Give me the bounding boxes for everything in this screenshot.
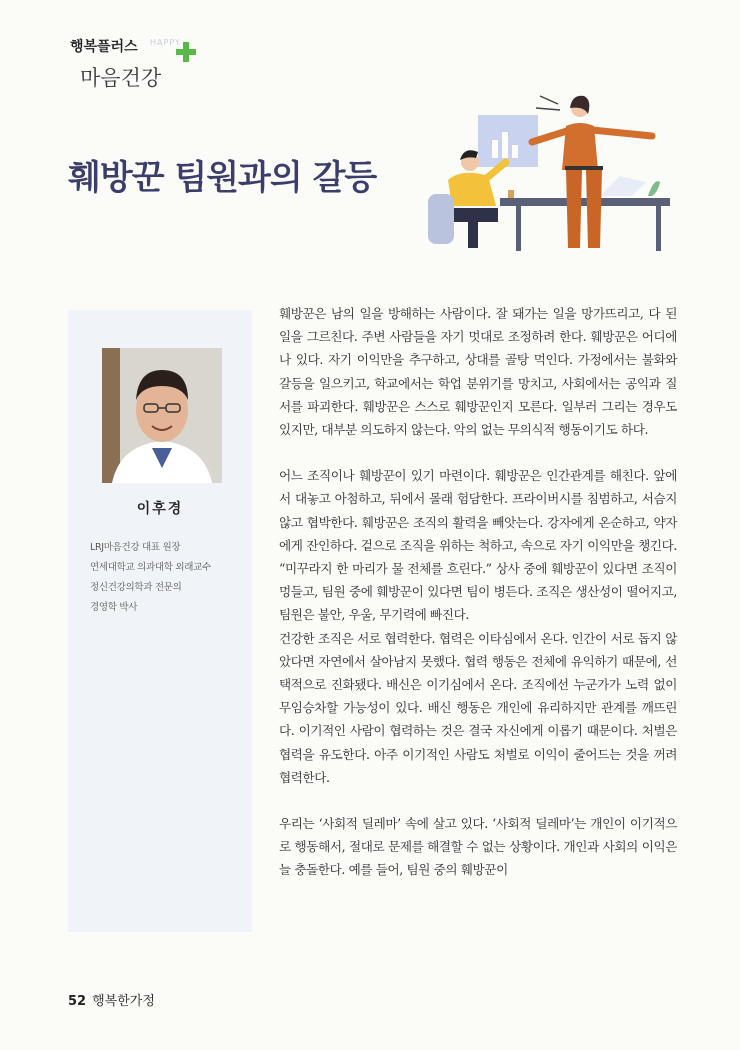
series-label: 행복플러스 bbox=[70, 39, 138, 55]
article-title: 훼방꾼 팀원과의 갈등 bbox=[68, 158, 377, 198]
paragraph: 우리는 ‘사회적 딜레마’ 속에 살고 있다. ‘사회적 딜레마’는 개인이 이기적으로 행동해서, 절대로 문제를 해결할 수 없는 상황이다. 개인과 사회의 이익은 늘 충돌한다. 예를 들어, 팀원 중의 훼방꾼이 bbox=[279, 816, 677, 878]
article-body bbox=[279, 302, 677, 882]
magazine-name: 행복한가정 bbox=[92, 994, 155, 1009]
author-credentials bbox=[90, 538, 250, 618]
meeting-illustration bbox=[420, 90, 680, 255]
plus-icon bbox=[176, 42, 196, 62]
credential-item: 경영학 박사 bbox=[90, 602, 138, 613]
paragraph: 어느 조직이나 훼방꾼이 있기 마련이다. 훼방꾼은 인간관계를 해친다. 앞에서 대놓고 아첨하고, 뒤에서 몰래 험담한다. 프라이버시를 침범하고, 서슴지 않고 협박한다. 훼방꾼은 조직의 활력을 빼앗는다. 강자에게 온순하고, 약자에게 잔인하다. 겉으로 조직을 위하는 척하고, 속으로 자기 이익만을 챙긴다. “미꾸라지 한 마리가 물 전체를 흐린다.” 상사 중에 훼방꾼이 있다면 조직이 멍들고, 팀원 중에 훼방꾼이 있다면 팀이 병든다. 조직은 생산성이 떨어지고, 팀원은 불안, 우울, 무기력에 빠진다. bbox=[279, 468, 677, 623]
page-footer bbox=[68, 990, 155, 1009]
credential-item: 연세대학교 의과대학 외래교수 bbox=[90, 562, 211, 573]
author-photo bbox=[102, 348, 222, 483]
page-number: 52 bbox=[68, 994, 87, 1009]
credential-item: 정신건강의학과 전문의 bbox=[90, 582, 182, 593]
paragraph: 건강한 조직은 서로 협력한다. 협력은 이타심에서 온다. 인간이 서로 돕지 않았다면 자연에서 살아남지 못했다. 협력 행동은 전체에 유익하기 때문에, 선택적으로 진화됐다. 배신은 이기심에서 온다. 조직에선 누군가가 노력 없이 무임승차할 가능성이 있다. 배신 행동은 개인에 유리하지만 관계를 깨뜨린다. 이기적인 사람이 협력하는 것은 결국 자신에게 이롭기 때문이다. 처벌은 협력을 유도한다. 아주 이기적인 사람도 처벌로 이익이 줄어드는 것을 꺼려 협력한다. bbox=[279, 630, 677, 785]
author-panel bbox=[68, 310, 252, 932]
credential-item: LRJ마음건강 대표 원장 bbox=[90, 542, 181, 553]
section-title: 마음건강 bbox=[80, 66, 162, 90]
paragraph: 훼방꾼은 남의 일을 방해하는 사람이다. 잘 돼가는 일을 망가뜨리고, 다 된 일을 그르친다. 주변 사람들을 자기 멋대로 조정하려 한다. 훼방꾼은 어디에나 있다. 자기 이익만을 추구하고, 상대를 골탕 먹인다. 가정에서는 불화와 갈등을 일으키고, 학교에서는 학업 분위기를 망치고, 사회에서는 공익과 질서를 파괴한다. 훼방꾼은 스스로 훼방꾼인지 모른다. 일부러 그리는 경우도 있지만, 대부분 의도하지 않는다. 악의 없는 무의식적 행동이기도 하다. bbox=[279, 306, 677, 438]
series-badge: HAPPY bbox=[150, 38, 181, 47]
author-name: 이후경 bbox=[136, 501, 184, 517]
